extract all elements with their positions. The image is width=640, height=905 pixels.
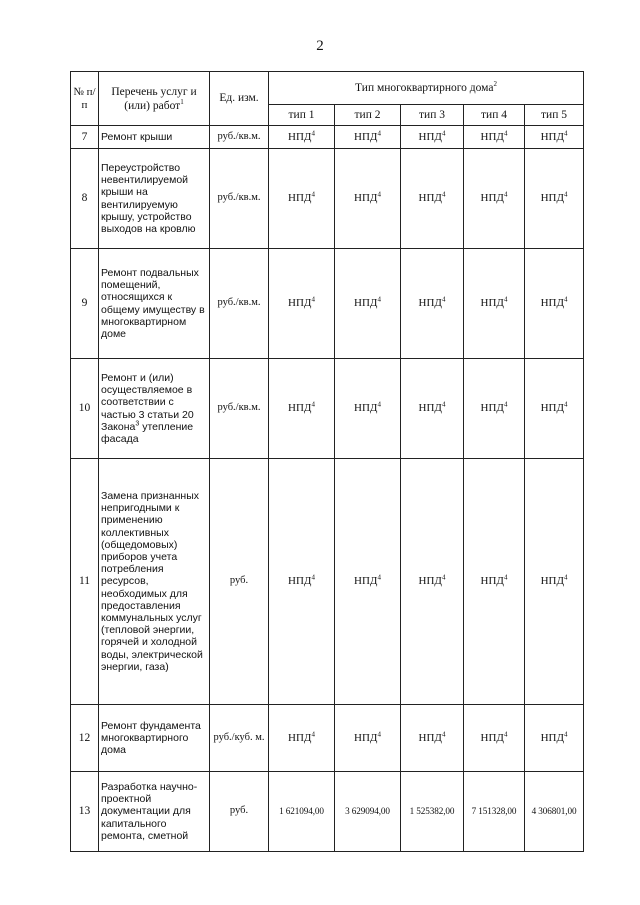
value-cell: НПД$^4$ — [335, 359, 401, 459]
value-cell: НПД$^4$ — [269, 149, 335, 249]
unit: руб./кв.м. — [210, 126, 269, 149]
value-cell: НПД$^4$ — [464, 359, 525, 459]
row-number: 10 — [71, 359, 99, 459]
value-cell: НПД$^4$ — [335, 126, 401, 149]
unit: руб./кв.м. — [210, 249, 269, 359]
house-type-group-header: Тип многоквартирного дома$^2$ — [269, 72, 584, 105]
table-header — [71, 72, 584, 126]
table-row — [71, 149, 584, 249]
footnote-mark: 2 — [493, 79, 497, 88]
type-5-header: тип 5 — [525, 105, 584, 126]
unit: руб./кв.м. — [210, 149, 269, 249]
value-cell: 3 629094,00 — [335, 772, 401, 852]
service-name: Переустройство невентилируемой крыши на вентилируемую крышу, устройство выходов на кровлю — [99, 149, 210, 249]
page-number: 2 — [316, 38, 324, 54]
service-name: Ремонт крыши — [99, 126, 210, 149]
table-row — [71, 126, 584, 149]
unit: руб./кв.м. — [210, 359, 269, 459]
value-cell: 7 151328,00 — [464, 772, 525, 852]
services-table — [70, 71, 584, 852]
value-cell: НПД$^4$ — [401, 459, 464, 705]
type-1-header: тип 1 — [269, 105, 335, 126]
table-row — [71, 459, 584, 705]
value-cell: НПД$^4$ — [401, 705, 464, 772]
value-cell: НПД$^4$ — [401, 359, 464, 459]
unit: руб. — [210, 459, 269, 705]
value-cell: 1 525382,00 — [401, 772, 464, 852]
footnote-mark: 1 — [180, 97, 184, 106]
unit: руб. — [210, 772, 269, 852]
value-cell: НПД$^4$ — [335, 149, 401, 249]
value-cell: 1 621094,00 — [269, 772, 335, 852]
table-row — [71, 359, 584, 459]
value-cell: НПД$^4$ — [269, 126, 335, 149]
row-number: 11 — [71, 459, 99, 705]
service-name: Ремонт подвальных помещений, относящихся к общему имуществу в многоквартирном доме — [99, 249, 210, 359]
value-cell: 4 306801,00 — [525, 772, 584, 852]
row-number: 12 — [71, 705, 99, 772]
value-cell: НПД$^4$ — [269, 705, 335, 772]
unit-column-header: Ед. изм. — [210, 72, 269, 126]
value-cell: НПД$^4$ — [525, 705, 584, 772]
table-row — [71, 249, 584, 359]
row-number: 9 — [71, 249, 99, 359]
unit: руб./куб. м. — [210, 705, 269, 772]
value-cell: НПД$^4$ — [464, 705, 525, 772]
footnote-mark: 3 — [135, 420, 140, 428]
value-cell: НПД$^4$ — [525, 249, 584, 359]
value-cell: НПД$^4$ — [335, 705, 401, 772]
service-name: Разработка научно-проектной документации для капитального ремонта, сметной — [99, 772, 210, 852]
row-number: 13 — [71, 772, 99, 852]
service-name: Ремонт и (или) осуществляемое в соответствии с частью 3 статьи 20 Закона$^3$ утепление фасада — [99, 359, 210, 459]
service-name: Замена признанных непригодными к применению коллективных (общедомовых) приборов учета потребления ресурсов, необходимых для предоставления коммунальных услуг (тепловой энергии, горячей и холодной воды, электрической энергии, газа) — [99, 459, 210, 705]
value-cell: НПД$^4$ — [401, 149, 464, 249]
type-4-header: тип 4 — [464, 105, 525, 126]
value-cell: НПД$^4$ — [525, 126, 584, 149]
value-cell: НПД$^4$ — [401, 249, 464, 359]
row-number: 7 — [71, 126, 99, 149]
value-cell: НПД$^4$ — [269, 359, 335, 459]
value-cell: НПД$^4$ — [464, 459, 525, 705]
value-cell: НПД$^4$ — [525, 459, 584, 705]
table-row — [71, 772, 584, 852]
value-cell: НПД$^4$ — [335, 249, 401, 359]
type-3-header: тип 3 — [401, 105, 464, 126]
value-cell: НПД$^4$ — [269, 249, 335, 359]
num-column-header: № п/п — [71, 72, 99, 126]
table-row — [71, 705, 584, 772]
value-cell: НПД$^4$ — [464, 249, 525, 359]
service-column-header: Перечень услуг и (или) работ$^1$ — [99, 72, 210, 126]
service-name: Ремонт фундамента многоквартирного дома — [99, 705, 210, 772]
value-cell: НПД$^4$ — [525, 149, 584, 249]
value-cell: НПД$^4$ — [335, 459, 401, 705]
value-cell: НПД$^4$ — [464, 126, 525, 149]
row-number: 8 — [71, 149, 99, 249]
value-cell: НПД$^4$ — [525, 359, 584, 459]
value-cell: НПД$^4$ — [401, 126, 464, 149]
value-cell: НПД$^4$ — [269, 459, 335, 705]
value-cell: НПД$^4$ — [464, 149, 525, 249]
type-2-header: тип 2 — [335, 105, 401, 126]
